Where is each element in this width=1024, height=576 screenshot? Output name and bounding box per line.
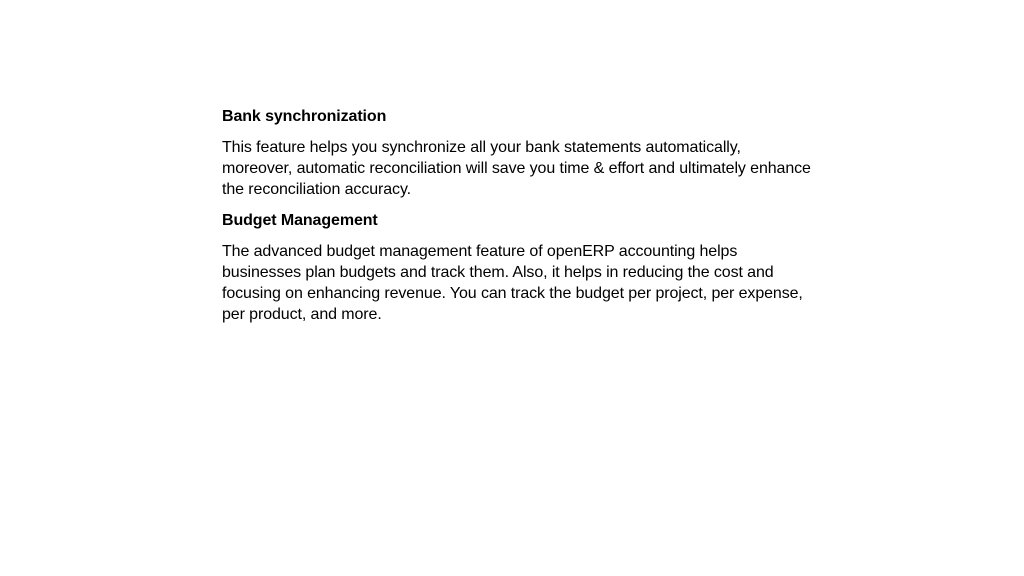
slide-content: [222, 106, 812, 335]
bank-sync-description: This feature helps you synchronize all your bank statements automatically, moreover, automatic reconciliation will save you time & effort and ultimately enhance the reconciliation accuracy.: [222, 139, 811, 198]
bank-sync-heading: Bank synchronization: [222, 108, 387, 125]
budget-management-heading: Budget Management: [222, 212, 378, 229]
budget-management-description: The advanced budget management feature of openERP accounting helps businesses plan budgets and track them. Also, it helps in reducing the cost and focusing on enhancing revenue. You can track the budget per project, per expense, per product, and more.: [222, 243, 803, 323]
